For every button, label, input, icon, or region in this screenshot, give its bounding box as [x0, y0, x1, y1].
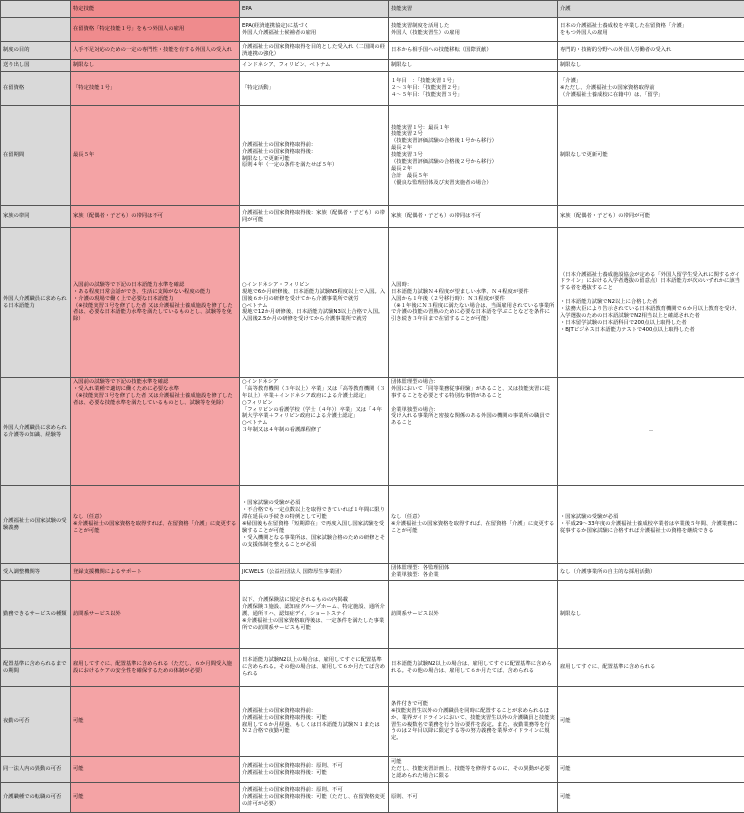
cell-ginou: 原則、不可: [389, 783, 558, 813]
table-row: [1, 72, 744, 106]
cell-epa: 介護福祉士の国家資格取得前：原則、不可 介護福祉士の国家資格取得後：可能: [240, 757, 389, 783]
cell-ginou: 団体監理型の場合： 外国において「同等業務従事経験」があること、又は技能実習に従事することを必要とする特別な事情があること 企業単独型の場合： 受け入れる事業所と密接な関係のある外国の機関の事業所の職員であること: [389, 378, 558, 486]
corner-cell-2: [1, 18, 71, 42]
cell-epa: 以下、介護保険法に規定されるものの内掲載 介護保険３施設、認知症グループホーム、特定施設、通所介護、通所リハ、認知症デイ、ショートステイ ※介護福祉士の国家資格取得後は、一定条件を満たした事業所での訪問系サービスも可能: [240, 581, 389, 649]
cell-tokutei: 「特定技能１号」: [71, 72, 240, 106]
row-label: 制度の目的: [1, 42, 71, 60]
table-row: [1, 42, 744, 60]
row-label: 外国人介護職員に求められる日本語能力: [1, 228, 71, 378]
table-row: [1, 486, 744, 564]
cell-kaigo: なし（介護事業所の自主的な採用活動）: [558, 564, 744, 581]
header-ginou: 技能実習: [389, 1, 558, 18]
corner-cell: [1, 1, 71, 18]
header-epa: EPA: [240, 1, 389, 18]
header-row: [1, 1, 744, 18]
cell-kaigo: 可能: [558, 757, 744, 783]
cell-kaigo: 制限なし: [558, 581, 744, 649]
cell-ginou: １年目 ：「技能実習１号」 ２～３年目：「技能実習２号」 ４～５年目：「技能実習３号」: [389, 72, 558, 106]
cell-epa: インドネシア、フィリピン、ベトナム: [240, 60, 389, 72]
table-row: [1, 687, 744, 757]
table-row: [1, 564, 744, 581]
cell-ginou: 技能実習１号：最長１年 技能実習２号 （技能実習評価試験の合格後１号から移行） 最長２年 技能実習３号 （技能実習評価試験の合格後２号から移行） 最長２年 合計 最長５年 （優良な監理団体及び実習実施者の場合）: [389, 106, 558, 206]
table-row: [1, 60, 744, 72]
cell-tokutei: 訪問系サービス以外: [71, 581, 240, 649]
row-label: 介護職種での転職の可否: [1, 783, 71, 813]
cell-ginou: 制限なし: [389, 60, 558, 72]
cell-epa: ・国家試験の受験が必須 ・不合格でも一定点数以上を取得できていれば１年間に限り滞在延長の手続きの特例として可能 ※帰国後も在留資格「短期滞在」で再度入国し国家試験を受験することが可能 ・受入機関となる事業所は、国家試験合格のための研修とその支援体制を整えることが必須: [240, 486, 389, 564]
header-kaigo: 介護: [558, 1, 744, 18]
row-label: 外国人介護職員に求められる介護等の知識、経験等: [1, 378, 71, 486]
cell-kaigo: 制限なし: [558, 60, 744, 72]
row-label: 在留期間: [1, 106, 71, 206]
cell-ginou: 団体監理型：各監理団体 企業単独型：各企業: [389, 564, 558, 581]
row-label: 家族の帯同: [1, 206, 71, 228]
cell-ginou: 日本語能力試験N2以上の場合は、雇用してすぐに配置基準に含められる。その他の場合は、雇用して６か月たてば、含められる: [389, 649, 558, 687]
cell-tokutei: 最長５年: [71, 106, 240, 206]
cell-tokutei: 可能: [71, 783, 240, 813]
cell-tokutei: なし（任意） ※介護福祉士の国家資格を取得すれば、在留資格「介護」に変更することが可能: [71, 486, 240, 564]
row-label: 夜勤の可否: [1, 687, 71, 757]
cell-ginou: 条件付きで可能 ※技能実習生以外の介護職員を同時に配置することが求められるほか、業界ガイドラインにおいて、技能実習生以外の介護職員と技能実習生の複数名で業務を行う旨の要件を設定。また、夜勤業務等を行うのは２年目以降に限定する等の努力義務を業界ガイドラインに規定。: [389, 687, 558, 757]
cell-kaigo: 制限なしで更新可能: [558, 106, 744, 206]
cell-epa: ○インドネシア 「高等教育機関（３年以上）卒業」又は「高等教育機関（３年以上）卒業＋インドネシア政府による介護士認定」 ○フィリピン 「フィリピンの看護学校（学士（４年））卒業」又は「４年制大学卒業＋フィリピン政府による介護士認定」 ○ベトナム ３年制又は４年制の看護課程修了: [240, 378, 389, 486]
cell-kaigo: ・国家試験の受験が必須 ・平成29～33年度の介護福祉士養成校卒業者は卒業後５年間、介護業務に従事するか国家試験に合格すれば介護福祉士の資格を継続できる: [558, 486, 744, 564]
cell-kaigo: （日本介護福祉士養成施設協会が定める「外国人留学生受入れに関するガイドライン」における入学者選抜の留意点）日本語能力が次のいずれかに該当する者を選抜すること ・日本語能力試験でN2以上に合格した者 ・法務大臣により告示されている日本語教育機関で６か月以上教育を受け、入学選抜のための日本語試験でN2相当以上と確認された者 ・日本留学試験の日本語科目で200点以上取得した者 ・BJTビジネス日本語能力テストで400点以上取得した者: [558, 228, 744, 378]
subheader-epa: EPA(経済連携協定)に基づく 外国人介護福祉士候補者の雇用: [240, 18, 389, 42]
cell-ginou: 訪問系サービス以外: [389, 581, 558, 649]
cell-ginou: 日本から相手国への技能移転（国際貢献）: [389, 42, 558, 60]
cell-epa: 介護福祉士の国家資格取得を目的とした受入れ（二国間の経済連携の強化）: [240, 42, 389, 60]
cell-kaigo: 「介護」 ※ただし、介護福祉士の国家資格取得前 （介護福祉士養成校に在籍中）は、「留学」: [558, 72, 744, 106]
cell-tokutei: 登録支援機関によるサポート: [71, 564, 240, 581]
table-row: [1, 378, 744, 486]
cell-tokutei: 雇用してすぐに、配置基準に含められる（ただし、６か月間受入施設におけるケアの安全性を確保するための体制が必要）: [71, 649, 240, 687]
table-row: [1, 581, 744, 649]
cell-ginou: なし（任意） ※介護福祉士の国家資格を取得すれば、在留資格「介護」に変更することが可能: [389, 486, 558, 564]
row-label: 送り出し国: [1, 60, 71, 72]
table-row: [1, 106, 744, 206]
cell-kaigo: 可能: [558, 783, 744, 813]
header-tokutei: 特定技能: [71, 1, 240, 18]
cell-tokutei: 人手不足対応のための一定の専門性・技能を有する外国人の受入れ: [71, 42, 240, 60]
cell-tokutei: 制限なし: [71, 60, 240, 72]
cell-epa: 介護福祉士の国家資格取得前： 介護福祉士の国家資格取得後： 制限なしで更新可能 原則４年（一定の条件を満たせば５年）: [240, 106, 389, 206]
subheader-tokutei: 在留資格「特定技能１号」をもつ外国人の雇用: [71, 18, 240, 42]
cell-tokutei: 入国前の試験等で下記の日本語能力水準を確認 ・ある程度日常会話ができ、生活に支障がない程度の能力 ・介護の現場で働く上で必要な日本語能力 （※技能実習３号を修了した者 又は介護福祉士養成施設を修了した者は、必要な日本語能力水準を満たしているものとし、試験等を免除）: [71, 228, 240, 378]
cell-tokutei: 家族（配偶者・子ども）の帯同は不可: [71, 206, 240, 228]
subheader-kaigo: 日本の介護福祉士養成校を卒業した在留資格「介護」 をもつ外国人の雇用: [558, 18, 744, 42]
cell-kaigo: 可能: [558, 687, 744, 757]
row-label: 同一法人内の異動の可否: [1, 757, 71, 783]
cell-epa: ○インドネシア・フィリピン 現地で6か月研修後、日本語能力試験N5程度以上で入国。入国後６か月の研修を受けてから介護事業所で就労 ○ベトナム 現地で12か月研修後、日本語能力試験N3以上合格で入国。入国後2.5か月の研修を受けてから介護事業所で就労: [240, 228, 389, 378]
cell-epa: 「特定活動」: [240, 72, 389, 106]
cell-ginou: 家族（配偶者・子ども）の帯同は不可: [389, 206, 558, 228]
row-label: 受入調整機関等: [1, 564, 71, 581]
cell-ginou: 入国時： 日本語能力試験Ｎ４程度が望ましい水準、Ｎ４程度が要件 入国から１年後（２号移行時）：Ｎ３程度が要件 （※１年後にＮ３程度に満たない場合は、当面雇用されている事業所で介護の技能の習熟のために必要な日本語を学ぶことなどを条件に引き続き３年目まで在留することが可能）: [389, 228, 558, 378]
cell-epa: 介護福祉士の国家資格取得前： 介護福祉士の国家資格取得後：可能 雇用して６か月経過、もしくは日本語能力試験Ｎ１または Ｎ２合格で夜勤可能: [240, 687, 389, 757]
row-label: 介護福祉士の国家試験の受験義務: [1, 486, 71, 564]
cell-epa: 介護福祉士の国家資格取得後：家族（配偶者・子ども）の帯同が可能: [240, 206, 389, 228]
cell-kaigo: 専門的・技術的分野への外国人労働者の受入れ: [558, 42, 744, 60]
cell-kaigo: 家族（配偶者・子ども）の帯同が可能: [558, 206, 744, 228]
cell-epa: JICWELS（公益社団法人 国際厚生事業団）: [240, 564, 389, 581]
cell-tokutei: 入国前の試験等で下記の技能水準を確認 ・受入れ業種で適切に働くために必要な水準 （※技能実習３号を修了した者 又は介護福祉士養成施設を修了した者は、必要な技能水準を満たしているものとし、試験等を免除）: [71, 378, 240, 486]
subheader-ginou: 技能実習制度を活用した 外国人（技能実習生）の雇用: [389, 18, 558, 42]
table-row: [1, 206, 744, 228]
table-row: [1, 649, 744, 687]
cell-epa: 日本語能力試験N2以上の場合は、雇用してすぐに配置基準に含められる。その他の場合は、雇用して６か月たてば含められる: [240, 649, 389, 687]
table-row: [1, 757, 744, 783]
table-row: [1, 783, 744, 813]
cell-kaigo: 雇用してすぐに、配置基準に含められる: [558, 649, 744, 687]
cell-epa: 介護福祉士の国家資格取得前：原則、不可 介護福祉士の国家資格取得後：可能（ただし、在留資格変更の許可が必要）: [240, 783, 389, 813]
table-row: [1, 228, 744, 378]
row-label: 在留資格: [1, 72, 71, 106]
cell-tokutei: 可能: [71, 687, 240, 757]
cell-kaigo: －: [558, 378, 744, 486]
row-label: 勤務できるサービスの種類: [1, 581, 71, 649]
cell-tokutei: 可能: [71, 757, 240, 783]
row-label: 配置基準に含められるまでの期間: [1, 649, 71, 687]
subheader-row: [1, 18, 744, 42]
cell-ginou: 可能 ただし、技能実習計画上、技能等を修得するのに、その異動が必要と認められた場合に限る: [389, 757, 558, 783]
